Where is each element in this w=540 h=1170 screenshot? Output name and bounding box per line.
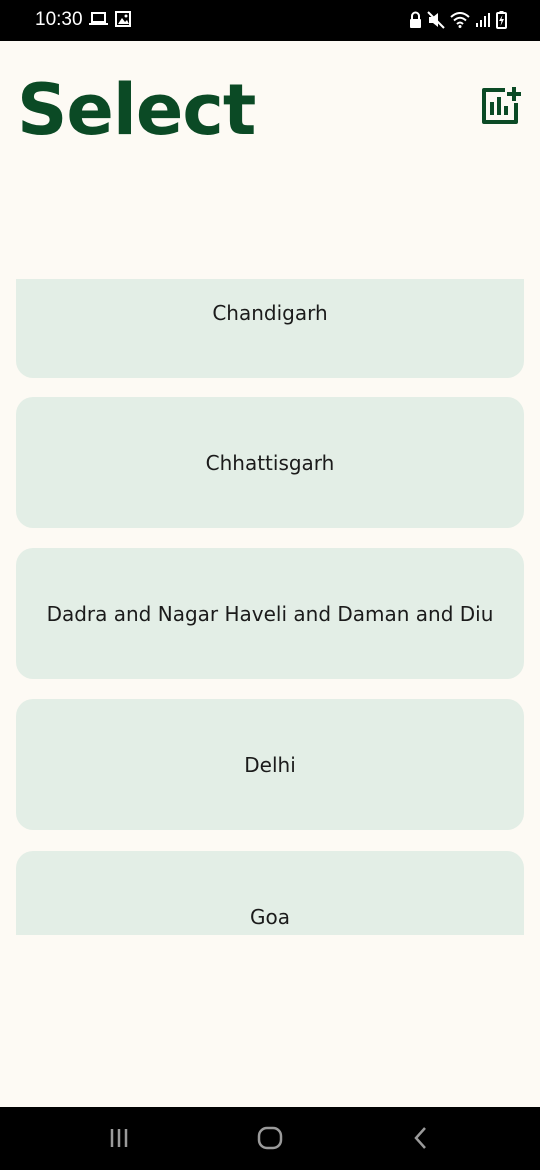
back-icon <box>412 1126 430 1154</box>
list-item-chhattisgarh[interactable] <box>16 397 524 528</box>
navigation-bar <box>0 1107 540 1170</box>
list-item-label: Delhi <box>244 752 296 777</box>
list-item-delhi[interactable] <box>16 699 524 830</box>
battery-charging-icon <box>496 11 507 33</box>
back-button[interactable] <box>406 1125 436 1155</box>
home-icon <box>257 1126 283 1154</box>
list-item-goa[interactable] <box>16 851 524 935</box>
list-item-label: Dadra and Nagar Haveli and Daman and Diu <box>46 601 494 626</box>
status-right-icons <box>409 11 507 33</box>
recent-apps-button[interactable] <box>104 1125 134 1155</box>
mute-icon <box>427 11 445 33</box>
wifi-icon <box>450 12 470 32</box>
laptop-icon <box>89 11 108 31</box>
list-item-label: Chhattisgarh <box>205 450 335 475</box>
page-title: Select <box>17 69 256 151</box>
list-item-chandigarh[interactable] <box>16 279 524 378</box>
state-list[interactable] <box>16 279 524 935</box>
list-item-label: Goa <box>250 904 290 929</box>
status-left-icons <box>89 11 131 31</box>
status-bar <box>0 0 540 41</box>
add-chart-button[interactable] <box>479 87 523 129</box>
recent-apps-icon <box>107 1127 131 1153</box>
status-time: 10:30 <box>35 9 83 30</box>
lock-icon <box>409 11 422 33</box>
list-item-dadra-nagar-haveli-daman-diu[interactable] <box>16 548 524 679</box>
home-button[interactable] <box>255 1125 285 1155</box>
image-icon <box>115 11 131 31</box>
signal-icon <box>475 12 491 32</box>
add-chart-icon <box>479 85 523 131</box>
list-item-label: Chandigarh <box>212 300 328 325</box>
